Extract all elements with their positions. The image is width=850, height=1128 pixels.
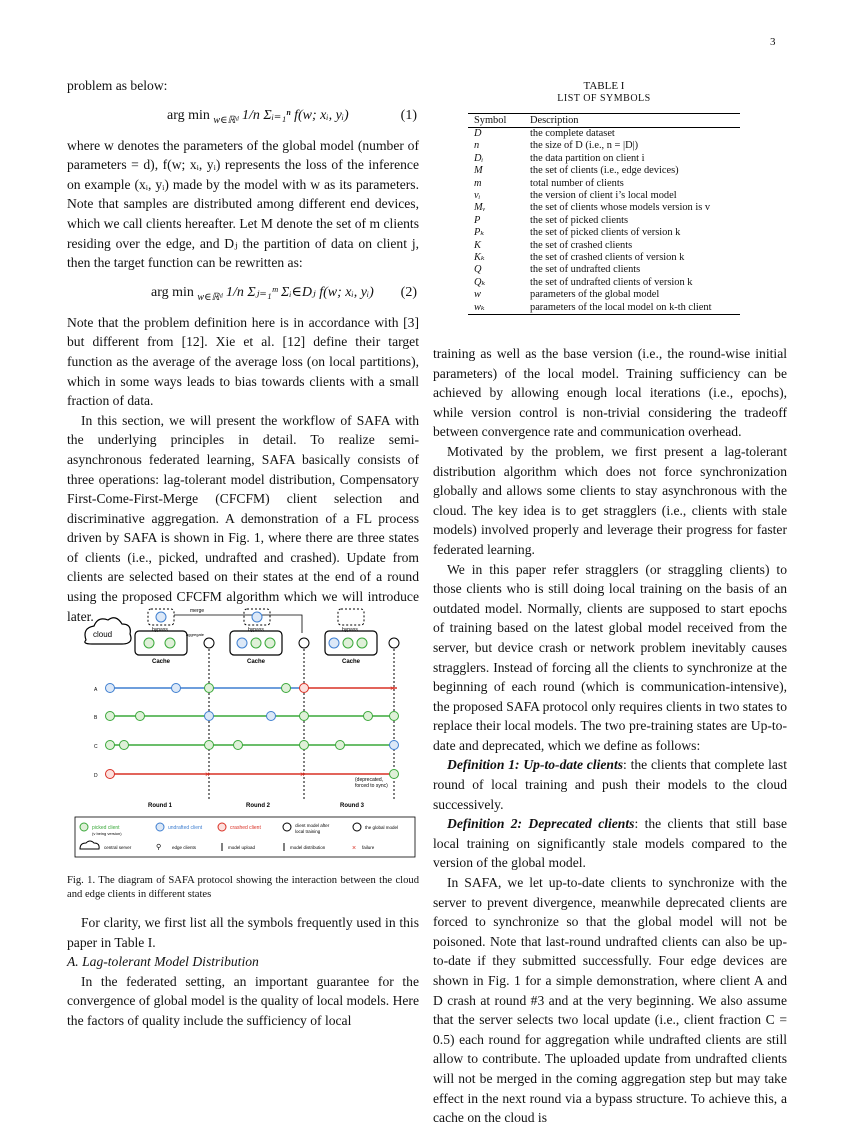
node-c0: [106, 741, 115, 750]
legend-global-model: the global model: [365, 825, 399, 830]
table-row: [468, 240, 740, 252]
cache-b2: [343, 638, 353, 648]
legend-box: [75, 817, 415, 857]
table-cell-description: the set of crashed clients of version k: [530, 252, 685, 264]
table-cell-symbol: Kₖ: [474, 252, 485, 264]
node-r2-a: [300, 684, 309, 693]
section-heading: A. Lag-tolerant Model Distribution: [67, 954, 259, 970]
node-b0-up: [136, 712, 145, 721]
left-column: [67, 76, 419, 626]
legend-edge-icon: ⚲: [156, 844, 162, 851]
legend-model-distribution: model distribution: [290, 845, 326, 850]
legend-after-training-2: local training: [295, 829, 321, 834]
deprecated-note-1: (deprecated,: [355, 777, 384, 783]
legend-failure-icon: ×: [352, 845, 357, 852]
table-cell-description: the data partition on client i: [530, 152, 645, 164]
global-model-3: [389, 638, 399, 648]
cloud-label: cloud: [93, 630, 113, 639]
deprecated-note-2: forced to sync): [355, 783, 388, 789]
table-cell-description: the set of crashed clients: [530, 239, 633, 251]
eq2-sum: Σⱼ₌₁ᵐ Σᵢ∈Dⱼ f(w; xᵢ, yᵢ): [247, 284, 374, 300]
cache-c2: [357, 638, 367, 648]
client-c-label: C: [94, 744, 98, 750]
table-cell-description: the set of picked clients of version k: [530, 227, 681, 239]
cache-c1: [265, 638, 275, 648]
node-r3-b: [390, 712, 399, 721]
node-r2-c: [300, 741, 309, 750]
table-cell-symbol: m: [474, 177, 482, 189]
definition-1-text: : the clients that complete last round of local training and push their models to the cloud successively.: [433, 757, 787, 812]
node-d0: [106, 770, 115, 779]
legend-after-icon: [283, 823, 291, 831]
legend-cloud-icon: [80, 841, 99, 849]
intro-text: problem as below:: [67, 78, 168, 93]
eq2-argmin: arg min: [151, 284, 194, 300]
table-cell-description: the version of client i’s local model: [530, 190, 677, 202]
table-row: [468, 227, 740, 239]
merge-arrow: [174, 615, 302, 633]
table-header-row: [468, 114, 740, 128]
cache-c0: [165, 638, 175, 648]
table-row: [468, 140, 740, 152]
table-row: [468, 153, 740, 165]
node-b1-up: [267, 712, 276, 721]
bypass-box-3: [338, 609, 364, 625]
node-c2-up: [336, 741, 345, 750]
merge-label: merge: [190, 608, 205, 614]
header-description: Description: [524, 114, 740, 128]
global-model-2: [299, 638, 309, 648]
left-bottom-text: [67, 913, 419, 1031]
symbols-table: [468, 113, 740, 315]
table-row: [468, 178, 740, 190]
figure-caption: Fig. 1. The diagram of SAFA protocol showing the interaction between the cloud and edge clients in different states: [67, 875, 419, 900]
paragraph-section-intro: In this section, we will present the workflow of SAFA with the underlying principles in detail. To realize semi-asynchronous federated learning, SAFA basically consists of three operations: lag-tolerant model distribution, Compensatory First-Come-First-Merge (CFCFM) client selection and discriminative aggregation. A demonstration of a FL process driven by SAFA is shown in Fig. 1, where there are three states of clients (i.e., picked, undrafted and crashed). Update from clients are selected based on their states at the end of a round using the proposed CFCFM algorithm which we will introduce later.: [67, 412, 419, 624]
round-label-3: Round 3: [340, 803, 364, 809]
definition-2-text: : the clients that still base local training on significantly stale models compared to the version of the global model.: [433, 816, 787, 871]
figure-1: [72, 605, 417, 867]
node-a0-up: [172, 684, 181, 693]
node-r2-b: [300, 712, 309, 721]
table-row: [468, 215, 740, 227]
definition-2-label: Definition 2: Deprecated clients: [447, 816, 635, 832]
safa-diagram: [72, 605, 417, 867]
header-symbol: Symbol: [468, 114, 524, 128]
table-cell-description: parameters of the global model: [530, 289, 660, 301]
legend-picked: picked client: [92, 825, 120, 831]
table-cell-description: the size of D (i.e., n = |D|): [530, 140, 639, 152]
legend-crashed: crashed client: [230, 825, 261, 831]
legend-crashed-icon: [218, 823, 226, 831]
failure-x-a: ×: [390, 684, 395, 693]
cache-box-1: [135, 631, 187, 655]
page-number: 3: [770, 36, 776, 48]
right-column: [433, 344, 787, 1128]
definition-2: [433, 814, 787, 873]
node-r1-c: [205, 741, 214, 750]
paragraph-clarity: For clarity, we first list all the symbols frequently used in this paper in Table I.: [67, 915, 419, 950]
equation-1: [67, 96, 419, 136]
eq1-argmin: arg min: [167, 107, 210, 123]
table-row: [468, 264, 740, 276]
table-cell-symbol: D: [474, 128, 482, 139]
legend-failure: failure: [362, 845, 375, 850]
table-cell-symbol: K: [474, 239, 481, 251]
table-cell-symbol: n: [474, 140, 480, 152]
cache-a0: [237, 638, 247, 648]
paragraph-training: training as well as the base version (i.e., the round-wise initial parameters) of the local model. Training sufficiency can be achieved by allowing enough local iterations (i.e., epochs), while version control is non-trivial considering the tradeoff between convergence rate and communication overhead.: [433, 346, 787, 440]
symbols-table-block: [468, 80, 740, 315]
table-row: [468, 289, 740, 301]
cache-a1: [251, 638, 261, 648]
table-row: [468, 165, 740, 177]
table-cell-symbol: P: [474, 214, 481, 226]
eq2-number: (2): [400, 284, 417, 300]
cache-b1-top: [252, 612, 262, 622]
node-r1-a: [205, 684, 214, 693]
node-r3-d: [390, 770, 399, 779]
table-cell-description: total number of clients: [530, 177, 624, 189]
table-cell-description: the set of picked clients: [530, 214, 629, 226]
eq1-sum: Σᵢ₌₁ⁿ f(w; xᵢ, yᵢ): [263, 107, 349, 123]
definition-1: [433, 755, 787, 814]
legend-after-training: client model after: [295, 823, 330, 828]
failure-x-d1: ×: [205, 770, 210, 779]
table-subtitle: LIST OF SYMBOLS: [557, 93, 651, 104]
paragraph-problem-definition: Note that the problem definition here is in accordance with [3] but different from [12]. Xie et al. [12] define their target function as the average of the average loss (on local partitions), which in some ways leads to bias towards clients with a small fraction of data.: [67, 314, 419, 409]
table-cell-description: the set of undrafted clients of version k: [530, 276, 693, 288]
paragraph-stragglers: We in this paper refer stragglers (or straggling clients) to those clients who is still doing local training on the basis of an outdated model. Normally, clients are supposed to start epochs of training based on the latest global model received from the server, but device crash or network problem inevitably causes stragglers. Instead of forcing all the clients to synchronize at the beginning of each round (which is communication-intensive), the proposed SAFA protocol only requires clients in two states to replace their local models. The two pre-training states are Up-to-date and deprecated, which we define as follows:: [433, 561, 787, 753]
legend-edge-clients: edge clients: [172, 845, 197, 850]
eq2-subscript: w∈ℝᵈ: [197, 291, 223, 303]
cache-label-1: Cache: [152, 659, 171, 665]
paragraph-safa: In SAFA, we let up-to-date clients to synchronize with the server to prevent divergence, meanwhile deprecated clients are forced to synchronize so that the global model will not be poisoned. Note that last-round undrafted clients can also be up-to-date if they submitted successfully. Four edge devices are shown in Fig. 1 for a simple demonstration, where client A and D crash at round #3 and at the very beginning. We also assume that the server selects two local update (i.e., client fraction C = 0.5) each round for aggregation while undrafted clients are still allow to contribute. The uploaded update from undrafted clients will not be merged in the coming aggregation step but may take effect in the next round via a bypass structure. To achieve this, a cache on the cloud is: [433, 875, 787, 1126]
equation-2: [67, 273, 419, 313]
eq1-number: (1): [400, 107, 417, 123]
bypass-label-3: bypass: [342, 627, 358, 633]
failure-x-d2: ×: [300, 770, 305, 779]
eq1-fraction: 1/n: [242, 107, 260, 123]
global-model-1: [204, 638, 214, 648]
table-cell-description: the set of clients (i.e., edge devices): [530, 165, 679, 177]
legend-undrafted: undrafted client: [168, 825, 203, 831]
table-cell-symbol: vᵢ: [474, 190, 481, 202]
cache-label-3: Cache: [342, 659, 361, 665]
table-row: [468, 128, 740, 141]
table-cell-symbol: Q: [474, 264, 482, 276]
legend-global-icon: [353, 823, 361, 831]
table-cell-description: parameters of the local model on k-th client: [524, 302, 740, 315]
table-cell-symbol: w: [474, 289, 481, 301]
table-row: [468, 302, 740, 315]
legend-picked-icon: [80, 823, 88, 831]
table-row: [468, 202, 740, 214]
legend-central-server: central server: [104, 845, 132, 850]
table-cell-description: the complete dataset: [530, 128, 615, 139]
eq1-subscript: w∈ℝᵈ: [213, 114, 239, 126]
figure-caption-block: [67, 874, 419, 902]
client-b-label: B: [94, 715, 98, 721]
definition-1-label: Definition 1: Up-to-date clients: [447, 757, 624, 773]
node-b0: [106, 712, 115, 721]
table-cell-symbol: Mᵥ: [474, 202, 486, 214]
legend-undrafted-icon: [156, 823, 164, 831]
cache-label-2: Cache: [247, 659, 266, 665]
paragraph-motivated: Motivated by the problem, we first present a lag-tolerant distribution algorithm which does not force synchronization globally and allows some clients to stay asynchronous with the cloud. The key idea is to get stragglers (i.e., clients with stale models) involved properly and leverage their progress for faster federated learning.: [433, 443, 787, 557]
node-b2-up: [364, 712, 373, 721]
client-d-label: D: [94, 773, 98, 779]
round-label-1: Round 1: [148, 803, 172, 809]
table-cell-symbol: Qₖ: [474, 276, 486, 288]
client-a-label: A: [94, 687, 98, 693]
node-c0-up: [120, 741, 129, 750]
node-c1-up: [234, 741, 243, 750]
table-cell-description: the set of clients whose models version is v: [530, 202, 711, 214]
table-cell-description: the set of undrafted clients: [530, 264, 641, 276]
paragraph-federated: In the federated setting, an important guarantee for the convergence of global model is the quality of local models. Here the factors of quality include the sufficiency of local: [67, 973, 419, 1028]
legend-model-upload: model upload: [228, 845, 256, 850]
node-r3-c: [390, 741, 399, 750]
bypass-label-2: bypass: [248, 627, 264, 633]
table-cell-symbol: wₖ: [468, 302, 524, 315]
paragraph-where: where w denotes the parameters of the global model (number of parameters = d), f(w; xᵢ, yᵢ) represents the loss of the inference on example (xᵢ, yᵢ) made by the model with w as its parameters. Note that samples are distributed among different end devices, which we call clients hereafter. Let M denote the set of m clients residing over the edge, and Dⱼ the partition of data on client j, then the target function can be rewritten as:: [67, 137, 419, 271]
node-r1-b: [205, 712, 214, 721]
cache-a0-1: [156, 612, 166, 622]
node-a0: [106, 684, 115, 693]
round-label-2: Round 2: [246, 803, 270, 809]
legend-picked-sub: (v being version): [92, 831, 122, 836]
table-title: TABLE I: [583, 80, 625, 92]
table-row: [468, 252, 740, 264]
table-row: [468, 190, 740, 202]
bypass-label-1: bypass: [152, 627, 168, 633]
eq2-fraction: 1/n: [226, 284, 244, 300]
table-cell-symbol: Dᵢ: [474, 152, 484, 164]
cache-b1: [329, 638, 339, 648]
table-cell-symbol: Pₖ: [474, 227, 485, 239]
cache-b0: [144, 638, 154, 648]
table-row: [468, 277, 740, 289]
table-cell-symbol: M: [474, 165, 483, 177]
aggregate-label: aggregate: [186, 632, 205, 637]
node-a1-up: [282, 684, 291, 693]
